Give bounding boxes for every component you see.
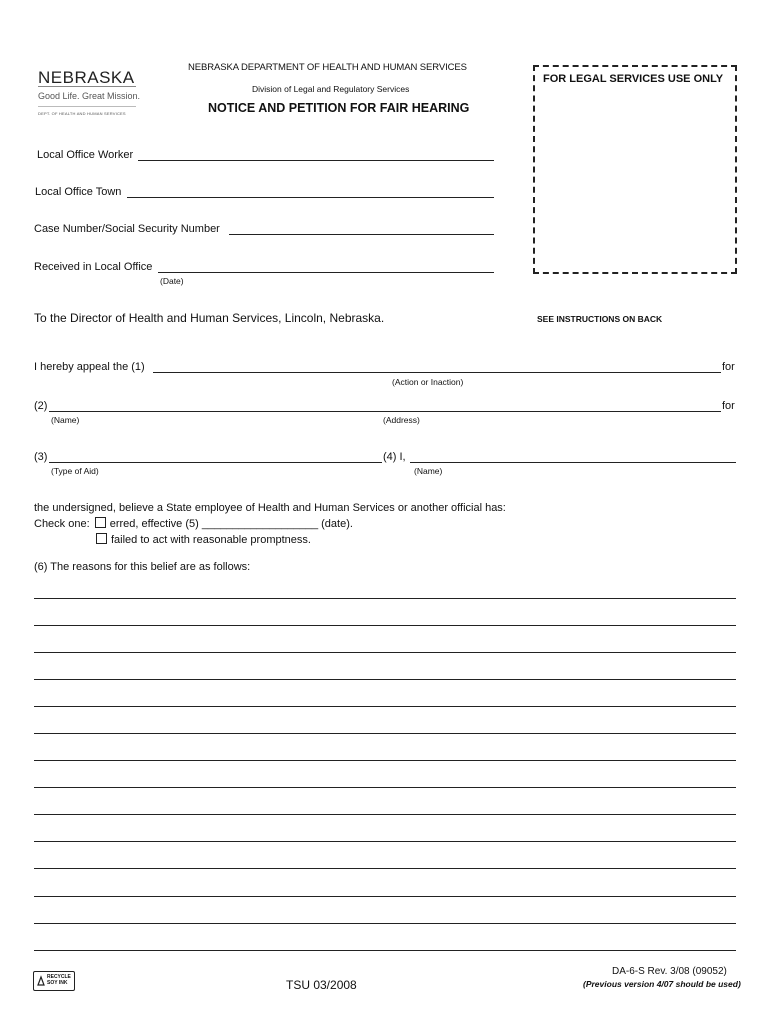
logo-divider	[38, 86, 136, 87]
division-name: Division of Legal and Regulatory Services	[252, 84, 410, 94]
logo-wordmark: NEBRASKA	[38, 68, 135, 87]
check-one-label: Check one:	[34, 518, 90, 530]
erred-option-label: erred, effective (5) ___________________ (date).	[109, 518, 353, 530]
appeal-line-1-label: I hereby appeal the (1)	[34, 361, 145, 373]
reason-line[interactable]	[34, 733, 736, 734]
received-local-office-label: Received in Local Office	[34, 261, 153, 273]
legal-services-box	[533, 65, 737, 274]
reason-line[interactable]	[34, 706, 736, 707]
tsu-code: TSU 03/2008	[286, 978, 357, 992]
type-of-aid-caption: (Type of Aid)	[51, 466, 99, 476]
reason-line[interactable]	[34, 841, 736, 842]
recycle-soy-ink-seal	[33, 971, 75, 991]
reason-line[interactable]	[34, 787, 736, 788]
local-office-worker-label: Local Office Worker	[37, 149, 134, 161]
instructions-note: SEE INSTRUCTIONS ON BACK	[537, 314, 663, 324]
failed-option-row	[96, 533, 311, 546]
reason-line[interactable]	[34, 896, 736, 897]
reason-line[interactable]	[34, 625, 736, 626]
case-number-field[interactable]	[229, 234, 494, 235]
reason-line[interactable]	[34, 868, 736, 869]
legal-services-label: FOR LEGAL SERVICES USE ONLY	[543, 73, 724, 85]
type-of-aid-field[interactable]	[49, 462, 382, 463]
failed-option-label: failed to act with reasonable promptness.	[111, 534, 311, 546]
action-field[interactable]	[153, 372, 721, 373]
name-address-field[interactable]	[49, 411, 721, 412]
check-one-row	[34, 517, 353, 530]
seal-text: RECYCLE SOY INK	[47, 974, 71, 986]
received-date-caption: (Date)	[160, 276, 184, 286]
name-caption: (Name)	[51, 415, 80, 425]
department-name: NEBRASKA DEPARTMENT OF HEALTH AND HUMAN SERVICES	[188, 62, 467, 73]
reason-line[interactable]	[34, 652, 736, 653]
action-caption: (Action or Inaction)	[392, 377, 464, 387]
logo-tagline: Good Life. Great Mission.	[38, 91, 141, 101]
reason-line[interactable]	[34, 814, 736, 815]
belief-statement: the undersigned, believe a State employee of Health and Human Services or another official has:	[34, 502, 506, 514]
reason-line[interactable]	[34, 950, 736, 951]
appeal-line-4-label: (4) I,	[383, 451, 406, 463]
form-title: NOTICE AND PETITION FOR FAIR HEARING	[208, 101, 470, 115]
erred-checkbox[interactable]	[95, 517, 106, 528]
reason-line[interactable]	[34, 760, 736, 761]
nebraska-logo	[36, 66, 140, 120]
salutation: To the Director of Health and Human Services, Lincoln, Nebraska.	[34, 311, 385, 325]
local-office-town-label: Local Office Town	[35, 186, 122, 198]
reason-line[interactable]	[34, 598, 736, 599]
appellant-name-caption: (Name)	[414, 466, 443, 476]
local-office-worker-field[interactable]	[138, 160, 494, 161]
received-date-field[interactable]	[158, 272, 494, 273]
address-caption: (Address)	[383, 415, 420, 425]
local-office-town-field[interactable]	[127, 197, 494, 198]
logo-subline: DEPT. OF HEALTH AND HUMAN SERVICES	[38, 111, 126, 116]
reason-line[interactable]	[34, 679, 736, 680]
reasons-label: (6) The reasons for this belief are as follows:	[34, 561, 251, 573]
form-number: DA-6-S Rev. 3/08 (09052)	[612, 966, 727, 977]
logo-divider-2	[38, 106, 136, 107]
appellant-name-field[interactable]	[410, 462, 736, 463]
failed-checkbox[interactable]	[96, 533, 107, 544]
appeal-line-2-for: for	[722, 400, 735, 412]
case-number-label: Case Number/Social Security Number	[34, 223, 220, 235]
appeal-line-3-label: (3)	[34, 451, 48, 463]
previous-version-note: (Previous version 4/07 should be used)	[583, 979, 741, 989]
appeal-line-1-for: for	[722, 361, 735, 373]
reason-line[interactable]	[34, 923, 736, 924]
appeal-line-2-label: (2)	[34, 400, 48, 412]
